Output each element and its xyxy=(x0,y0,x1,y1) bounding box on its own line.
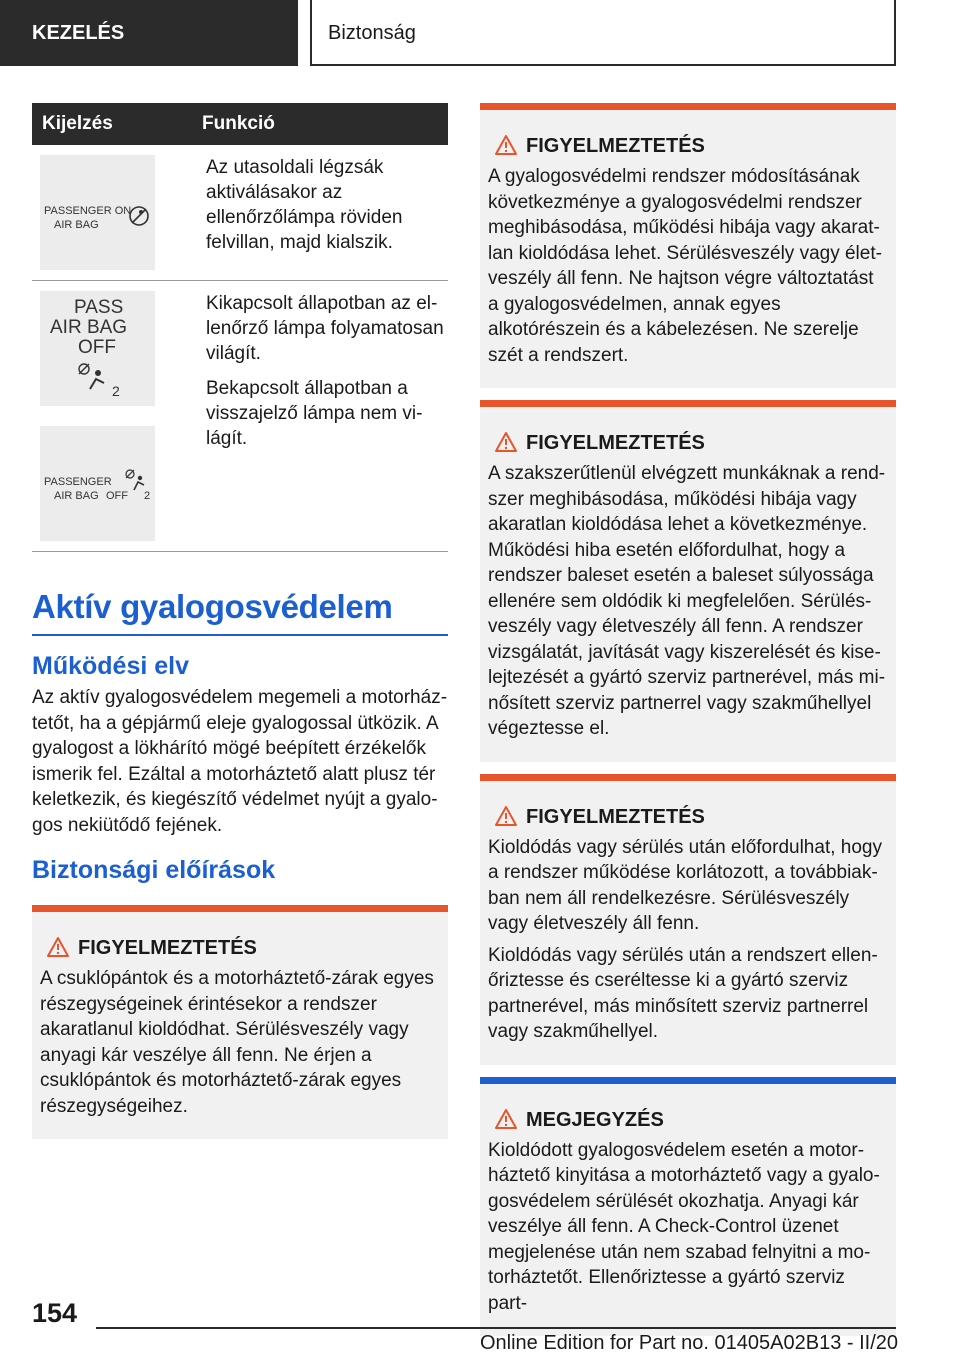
function-text: Az utasoldali légzsák aktiválásakor az ellenőrzőlámpa röviden felvillan, majd kialszik. xyxy=(206,157,403,253)
box-title: FIGYELMEZTETÉS xyxy=(40,936,440,960)
box-paragraph: Kioldódás vagy sérülés után előfordulhat, hogy a rendszer működése korlátozott, a továbbiakban nem áll rendelkezésre. Sérülésveszély vagy életveszély áll fenn. xyxy=(488,836,882,934)
col-indicator-header: Kijelzés xyxy=(32,103,192,145)
function-text: Bekapcsolt állapotban a visszajelző lámpa nem világít. xyxy=(206,378,423,449)
section-title: Aktív gyalogosvédelem xyxy=(32,588,448,636)
warning-triangle-icon xyxy=(494,1108,518,1130)
page-number: 154 xyxy=(32,1298,78,1328)
warning-box xyxy=(32,905,448,1139)
header-section: KEZELÉS xyxy=(0,0,298,66)
table-row xyxy=(32,281,448,552)
footer-rule xyxy=(96,1327,896,1329)
pass-airbag-off-icon: PASS AIR BAG OFF 2 xyxy=(40,291,155,406)
table-row xyxy=(32,145,448,281)
warning-triangle-icon xyxy=(494,134,518,156)
note-box xyxy=(480,1077,896,1337)
box-title: FIGYELMEZTETÉS xyxy=(488,134,888,158)
person-airbag-crossed-icon xyxy=(76,361,112,393)
indicator-table xyxy=(32,103,448,552)
warning-box xyxy=(480,774,896,1065)
box-title: MEGJEGYZÉS xyxy=(488,1108,888,1132)
principle-text: Az aktív gyalogosvédelem megemeli a motorháztetőt, ha a gépjármű eleje gyalogossal ütközik. A gyalogost a lökhárító mögé beépített érzékelők ismerik fel. Ezáltal a motorháztető alatt plusz tér keletkezik, és kiegészítő védelmet nyújt a gyalogos nekiütődő fejének. xyxy=(32,687,448,836)
warning-triangle-icon xyxy=(494,431,518,453)
box-title: FIGYELMEZTETÉS xyxy=(488,805,888,829)
warning-triangle-icon xyxy=(46,936,70,958)
passenger-airbag-off-icon: PASSENGER AIR BAG OFF 2 xyxy=(40,426,155,541)
box-paragraph: Kioldódás vagy sérülés után a rendszert ellenőriztesse és cseréltesse ki a gyártó szerviz partnerével, más minősített szerviz partnerrel vagy szakműhellyel. xyxy=(488,944,878,1042)
col-function-header: Funkció xyxy=(192,103,448,145)
function-text: Kikapcsolt állapotban az ellenőrző lámpa folyamatosan világít. xyxy=(206,293,444,364)
warning-box xyxy=(480,103,896,388)
passenger-airbag-on-icon: PASSENGER ON AIR BAG xyxy=(40,155,155,270)
warning-box xyxy=(480,400,896,762)
safety-heading: Biztonsági előírások xyxy=(32,856,276,884)
header-chapter: Biztonság xyxy=(310,0,896,66)
box-title: FIGYELMEZTETÉS xyxy=(488,431,888,455)
footer-edition: Online Edition for Part no. 01405A02B13 - II/20 xyxy=(479,1332,898,1354)
box-paragraph: A gyalogosvédelmi rendszer módosításának következménye a gyalogosvédelmi rendszer meghibásodása, működési hibája vagy akaratlan kioldódása lehet. Sérülésveszély vagy életveszély áll fenn. Ne hajtson végre változtatást a gyalogosvédelmen, annak egyes alkotórészein és a kábelezésen. Ne szerelje szét a rendszert. xyxy=(488,166,882,366)
right-column xyxy=(480,103,896,1336)
box-paragraph: A csuklópántok és a motorháztető-zárak egyes részegységeinek érintésekor a rendszer akaratlanul kioldódhat. Sérülésveszély vagy anyagi kár veszélye áll fenn. Ne érjen a csuklópántok és motorháztető-zárak egyes részegységeihez. xyxy=(40,968,434,1117)
box-paragraph: A szakszerűtlenül elvégzett munkáknak a rendszer meghibásodása, működési hibája vagy akaratlan kioldódása lehet a következménye. Működési hiba esetén előfordulhat, hogy a rendszer baleset esetén a baleset súlyossága ellenére sem oldódik ki megfelelően. Sérülésveszély vagy életveszély áll fenn. A rendszer vizsgálatát, javítását vagy kiszerelését és kiselejtezését a gyártó szerviz partnerével, más minősített szerviz partnerrel vagy szakműhellyel végeztesse el. xyxy=(488,463,886,739)
seat-crossed-icon xyxy=(128,205,150,227)
box-paragraph: Kioldódott gyalogosvédelem esetén a motorháztető kinyitása a motorháztető vagy a gyalogosvédelem sérülését okozhatja. Anyagi kár veszélye áll fenn. A Check-Control üzenet megjelenése után nem szabad felnyitni a motorháztetőt. Ellenőriztesse a gyártó szerviz part- xyxy=(488,1139,880,1314)
warning-triangle-icon xyxy=(494,805,518,827)
left-column xyxy=(32,103,448,1139)
principle-heading: Működési elv xyxy=(32,652,189,680)
